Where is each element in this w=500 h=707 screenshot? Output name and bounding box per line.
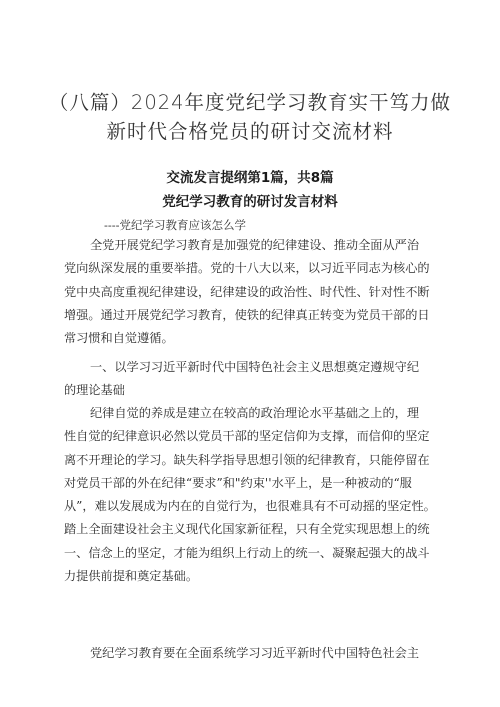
title-line: 新时代合格党员的研讨交流材料	[106, 120, 394, 143]
text-line: 一、以学习习近平新时代中国特色社会主义思想奠定遵规守纪	[90, 360, 420, 374]
text-line: 党纪学习教育要在全面系统学习习近平新时代中国特色社会主	[90, 646, 420, 660]
text-line: 对党员干部的外在纪律“要求”和"约束''水平上，是一种被动的“服	[64, 475, 412, 490]
text-line: 力提供前提和奠定基础。	[64, 569, 199, 584]
title-line: （八篇）2024年度党纪学习教育实干笃力做	[48, 91, 452, 114]
paragraph-study	[64, 642, 444, 665]
paragraph-discipline	[64, 402, 444, 588]
text-line: 党向纵深发展的重要举措。党的十八大以来，以习近平同志为核心的	[64, 261, 430, 276]
text-line: 全党开展党纪学习教育是加强党的纪律建设、推动全面从严治	[90, 238, 420, 252]
text-line: 增强。通过开展党纪学习教育，使铁的纪律真正转变为党员干部的日	[64, 307, 430, 322]
byline: ----党纪学习教育应该怎么学	[104, 218, 247, 232]
text-line: 党中央高度重视纪律建设，纪律建设的政治性、时代性、针对性不断	[64, 284, 430, 299]
text-line: 从”，难以发展成为内在的自觉行为，也很难具有不可动摇的坚定性。	[64, 499, 436, 514]
subtitle-topic: 党纪学习教育的研讨发言材料	[162, 194, 338, 210]
paragraph-intro	[64, 234, 444, 350]
text-line: 的理论基础	[64, 383, 125, 398]
text-line: 纪律自觉的养成是建立在较高的政治理论水平基础之上的，理	[90, 406, 420, 420]
text-line: 一、信念上的坚定，才能为组织上行动上的统一、凝聚起强大的战斗	[64, 545, 430, 560]
text-line: 常习惯和自觉遵循。	[64, 331, 174, 346]
text-line: 离不开理论的学习。缺失科学指导思想引领的纪律教育，只能停留在	[64, 452, 430, 467]
subtitle-section-count: 交流发言提纲第1篇，共8篇	[166, 170, 334, 186]
section-heading-1	[64, 356, 444, 403]
text-line: 踏上全面建设社会主义现代化国家新征程，只有全党实现思想上的统	[64, 522, 430, 537]
document-title	[40, 88, 460, 146]
text-line: 性自觉的纪律意识必然以党员干部的坚定信仰为支撑，而信仰的坚定	[64, 429, 430, 444]
